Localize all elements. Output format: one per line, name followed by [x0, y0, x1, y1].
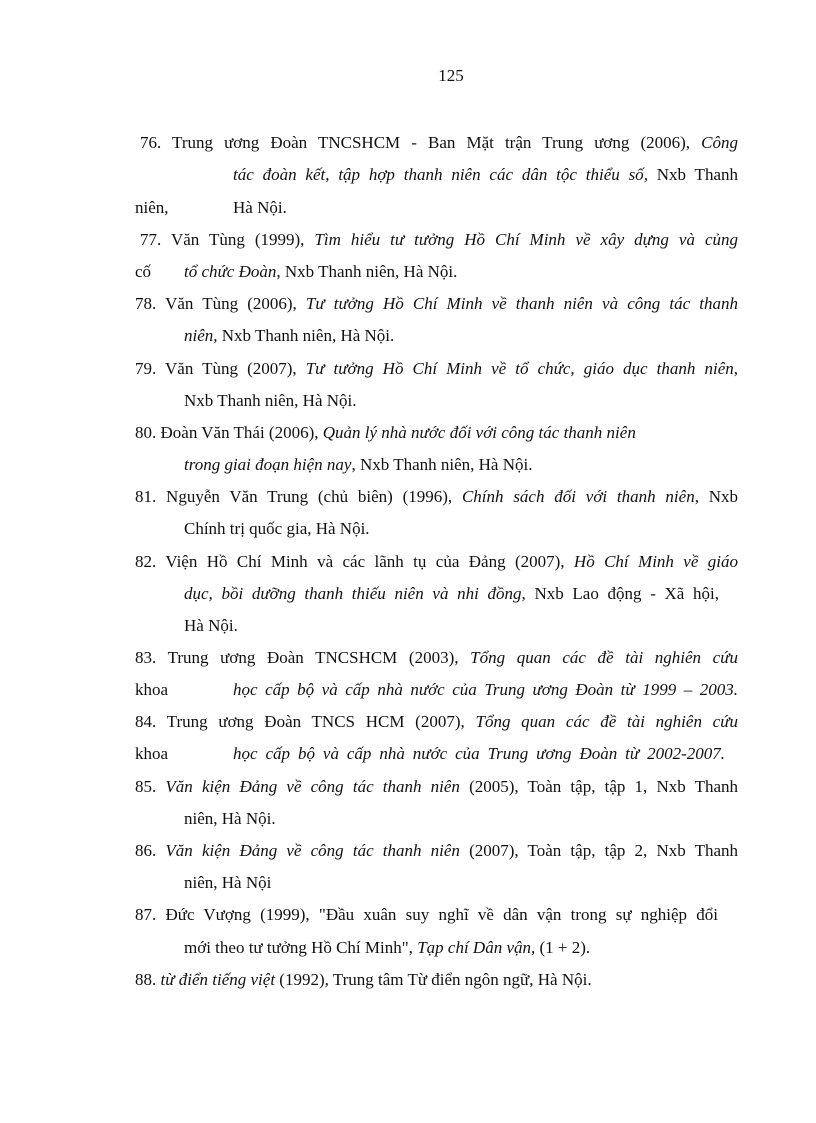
- reference-87-line-2: mới theo tư tưởng Hồ Chí Minh", Tạp chí Dân vận, (1 + 2).: [184, 938, 591, 957]
- reference-77-line-2b: tổ chức Đoàn, Nxb Thanh niên, Hà Nội.: [184, 262, 458, 281]
- reference-77-line-2a: cố: [135, 262, 152, 281]
- reference-88-line-1: 88. từ điển tiếng việt (1992), Trung tâm Từ điển ngôn ngữ, Hà Nội.: [135, 970, 592, 989]
- reference-82-line-1: 82. Viện Hồ Chí Minh và các lãnh tụ của Đảng (2007), Hồ Chí Minh về giáo: [135, 552, 738, 571]
- reference-81-line-2: Chính trị quốc gia, Hà Nội.: [184, 519, 370, 538]
- reference-80-line-1: 80. Đoàn Văn Thái (2006), Quản lý nhà nước đối với công tác thanh niên: [135, 423, 636, 442]
- reference-82-line-3: Hà Nội.: [184, 616, 238, 635]
- reference-79-line-1: 79. Văn Tùng (2007), Tư tưởng Hồ Chí Minh về tổ chức, giáo dục thanh niên,: [135, 359, 738, 378]
- reference-86-line-1: 86. Văn kiện Đảng về công tác thanh niên (2007), Toàn tập, tập 2, Nxb Thanh: [135, 841, 739, 860]
- reference-76-line-3a: niên,: [135, 198, 169, 217]
- reference-76-line-3b: Hà Nội.: [233, 198, 287, 217]
- reference-79-line-2: Nxb Thanh niên, Hà Nội.: [184, 391, 357, 410]
- reference-83-line-2b: học cấp bộ và cấp nhà nước của Trung ương Đoàn từ 1999 – 2003.: [233, 680, 738, 699]
- reference-85-line-2: niên, Hà Nội.: [184, 809, 276, 828]
- reference-76-line-1: 76. Trung ương Đoàn TNCSHCM - Ban Mặt trận Trung ương (2006), Công: [140, 133, 738, 152]
- reference-83-line-1: 83. Trung ương Đoàn TNCSHCM (2003), Tổng quan các đề tài nghiên cứu: [135, 648, 738, 667]
- reference-77-line-1: 77. Văn Tùng (1999), Tìm hiểu tư tưởng Hồ Chí Minh về xây dựng và củng: [140, 230, 738, 249]
- reference-80-line-2: trong giai đoạn hiện nay, Nxb Thanh niên, Hà Nội.: [184, 455, 533, 474]
- page-number: 125: [438, 66, 464, 85]
- reference-86-line-2: niên, Hà Nội: [184, 873, 272, 892]
- reference-76-line-2: tác đoàn kết, tập hợp thanh niên các dân tộc thiểu số, Nxb Thanh: [233, 165, 738, 184]
- reference-83-line-2a: khoa: [135, 680, 169, 699]
- reference-87-line-1: 87. Đức Vượng (1999), "Đầu xuân suy nghĩ về dân vận trong sự nghiệp đổi: [135, 905, 718, 924]
- reference-84-line-2a: khoa: [135, 744, 169, 763]
- reference-85-line-1: 85. Văn kiện Đảng về công tác thanh niên (2005), Toàn tập, tập 1, Nxb Thanh: [135, 777, 739, 796]
- reference-84-line-1: 84. Trung ương Đoàn TNCS HCM (2007), Tổng quan các đề tài nghiên cứu: [135, 712, 738, 731]
- reference-78-line-2: niên, Nxb Thanh niên, Hà Nội.: [184, 326, 395, 345]
- reference-84-line-2b: học cấp bộ và cấp nhà nước của Trung ương Đoàn từ 2002-2007.: [233, 744, 725, 763]
- reference-78-line-1: 78. Văn Tùng (2006), Tư tưởng Hồ Chí Minh về thanh niên và công tác thanh: [135, 294, 738, 313]
- reference-82-line-2: dục, bồi dưỡng thanh thiếu niên và nhi đồng, Nxb Lao động - Xã hội,: [184, 584, 719, 603]
- reference-81-line-1: 81. Nguyễn Văn Trung (chủ biên) (1996), Chính sách đối với thanh niên, Nxb: [135, 487, 739, 506]
